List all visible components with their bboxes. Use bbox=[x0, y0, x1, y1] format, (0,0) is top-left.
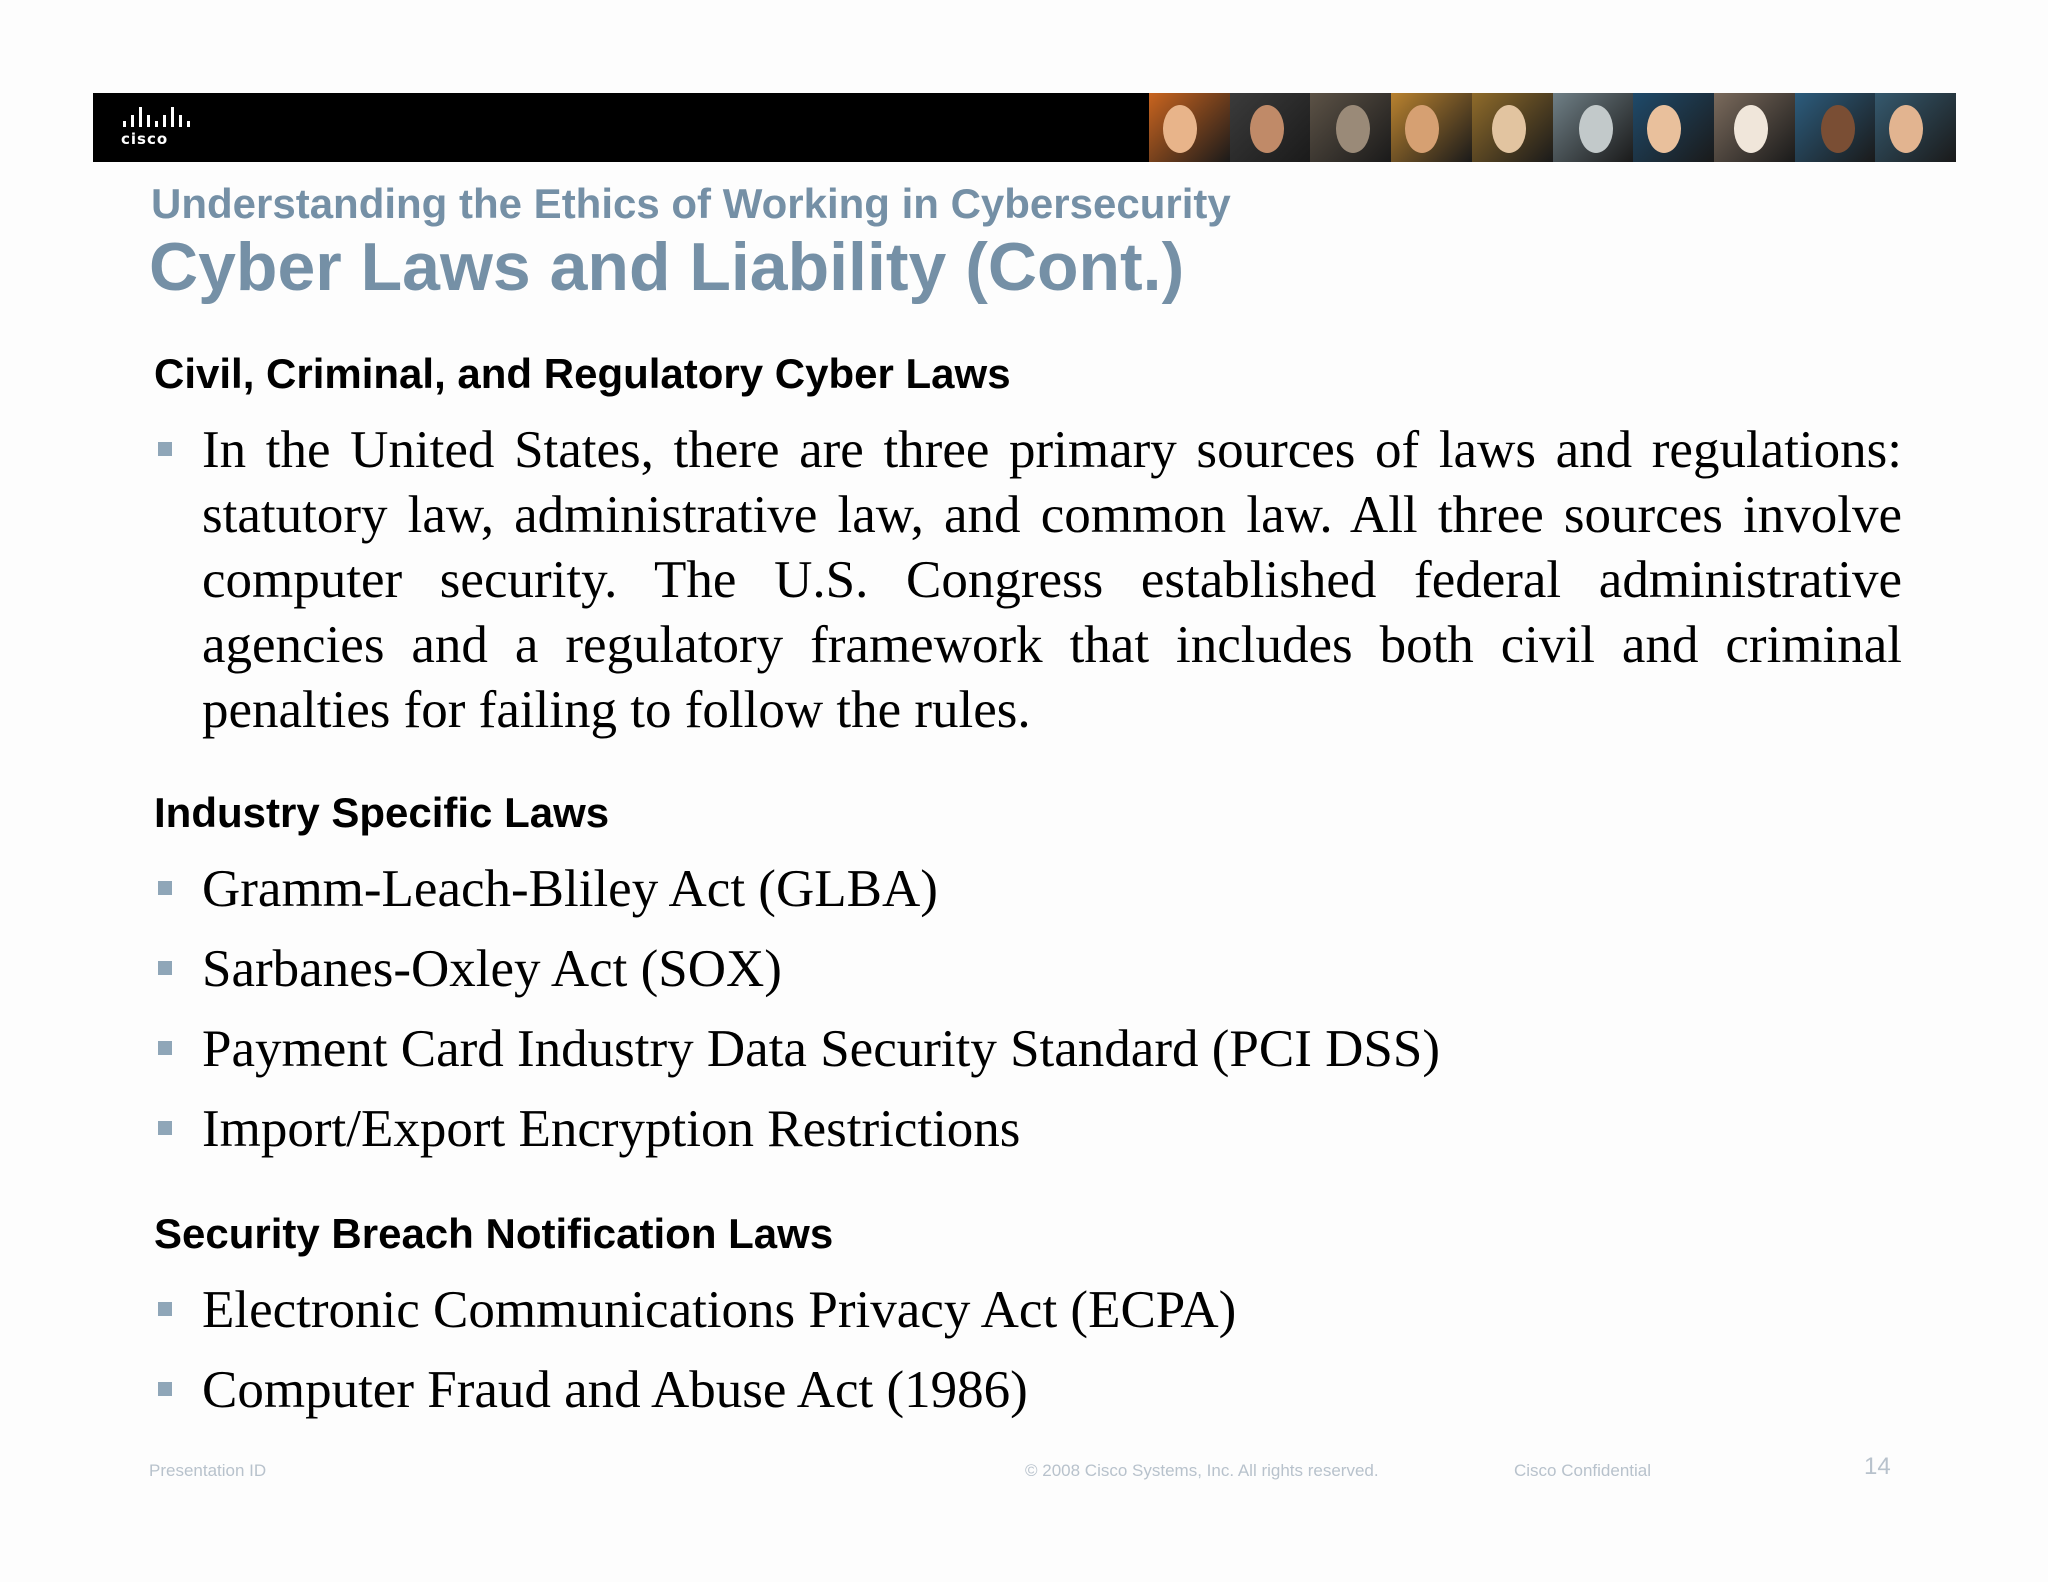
footer-confidential: Cisco Confidential bbox=[1514, 1461, 1652, 1480]
bullet-square-icon bbox=[158, 881, 172, 895]
bullet-square-icon bbox=[158, 442, 172, 456]
bullet-text: In the United States, there are three primary sources of laws and regulations: statutory law, administrative law, and common law. All three sources involve computer security. The U.S. Congress established federal administrative agencies and a regulatory framework that includes both civil and criminal penalties for failing to follow the rules. bbox=[202, 421, 1902, 739]
page-number: 14 bbox=[1864, 1453, 1891, 1480]
section-heading-civil-criminal-regulatory: Civil, Criminal, and Regulatory Cyber Laws bbox=[154, 350, 1011, 397]
person-photo-icon bbox=[1889, 105, 1923, 153]
person-photo-icon bbox=[1336, 105, 1370, 153]
footer-copyright: © 2008 Cisco Systems, Inc. All rights reserved. bbox=[1025, 1461, 1379, 1480]
cisco-wordmark: cisco bbox=[121, 130, 169, 148]
header-photo-tile bbox=[1633, 93, 1714, 162]
bullet-glba bbox=[158, 857, 1902, 922]
section-heading-industry-specific: Industry Specific Laws bbox=[154, 789, 610, 836]
bullet-cfaa bbox=[158, 1358, 1902, 1423]
header-photo-tile bbox=[1391, 93, 1472, 162]
header-photo-tile bbox=[1875, 93, 1956, 162]
bullet-import-export bbox=[158, 1097, 1902, 1162]
bullet-square-icon bbox=[158, 961, 172, 975]
bullet-square-icon bbox=[158, 1382, 172, 1396]
slide-subtitle: Understanding the Ethics of Working in Cybersecurity bbox=[151, 180, 1231, 227]
cisco-logo bbox=[121, 107, 201, 151]
bullet-text: Computer Fraud and Abuse Act (1986) bbox=[202, 1361, 1028, 1419]
header-photo-tile bbox=[1149, 93, 1230, 162]
header-photo-tile bbox=[1472, 93, 1553, 162]
person-photo-icon bbox=[1821, 105, 1855, 153]
bullet-pci-dss bbox=[158, 1017, 1902, 1082]
bullet-square-icon bbox=[158, 1121, 172, 1135]
header-photo-tile bbox=[1795, 93, 1876, 162]
bullet-text: Payment Card Industry Data Security Standard (PCI DSS) bbox=[202, 1020, 1440, 1078]
footer-presentation-id: Presentation ID bbox=[149, 1461, 267, 1480]
person-photo-icon bbox=[1163, 105, 1197, 153]
header-photo-tile bbox=[1714, 93, 1795, 162]
person-photo-icon bbox=[1734, 105, 1768, 153]
bullet-us-law-sources bbox=[158, 418, 1902, 743]
person-photo-icon bbox=[1579, 105, 1613, 153]
person-photo-icon bbox=[1405, 105, 1439, 153]
bullet-text: Gramm-Leach-Bliley Act (GLBA) bbox=[202, 860, 938, 918]
bullet-text: Import/Export Encryption Restrictions bbox=[202, 1100, 1021, 1158]
person-photo-icon bbox=[1492, 105, 1526, 153]
bullet-text: Electronic Communications Privacy Act (ECPA) bbox=[202, 1281, 1237, 1339]
person-photo-icon bbox=[1250, 105, 1284, 153]
bullet-square-icon bbox=[158, 1302, 172, 1316]
bullet-ecpa bbox=[158, 1278, 1902, 1343]
header-bar bbox=[93, 93, 1956, 162]
bullet-sox bbox=[158, 937, 1902, 1002]
header-photo-strip bbox=[1149, 93, 1956, 162]
section-heading-breach-notification: Security Breach Notification Laws bbox=[154, 1210, 834, 1257]
header-photo-tile bbox=[1553, 93, 1634, 162]
slide-title: Cyber Laws and Liability (Cont.) bbox=[149, 229, 1185, 305]
person-photo-icon bbox=[1647, 105, 1681, 153]
header-photo-tile bbox=[1230, 93, 1311, 162]
cisco-bars-icon bbox=[123, 107, 201, 127]
header-photo-tile bbox=[1310, 93, 1391, 162]
bullet-square-icon bbox=[158, 1041, 172, 1055]
bullet-text: Sarbanes-Oxley Act (SOX) bbox=[202, 940, 782, 998]
